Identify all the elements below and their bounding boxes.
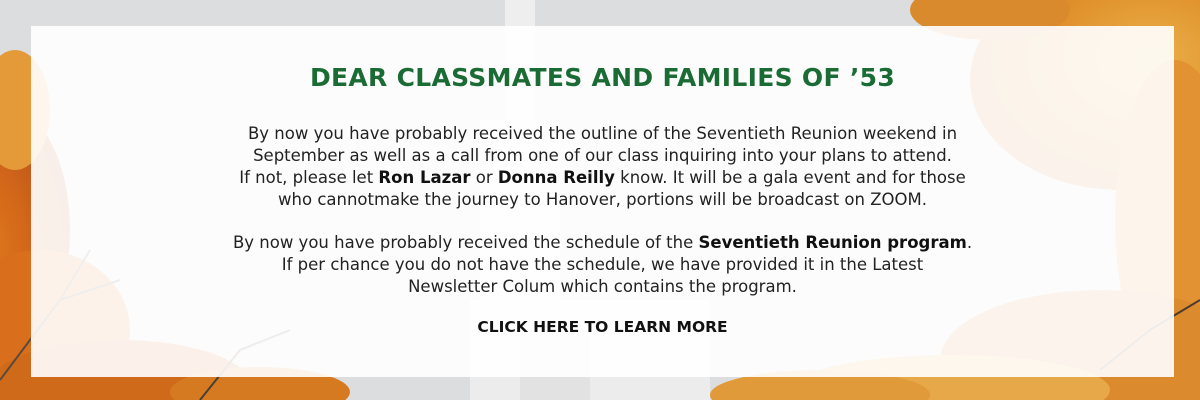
paragraph-line: September as well as a call from one of our class inquiring into your plans to attend. <box>253 146 952 165</box>
message-panel <box>31 26 1174 377</box>
schedule-paragraph <box>31 232 1174 298</box>
paragraph-text: If not, please let <box>239 168 379 187</box>
page-title: DEAR CLASSMATES AND FAMILIES OF ’53 <box>309 63 896 92</box>
paragraph-line: If per chance you do not have the schedule, we have provided it in the Latest <box>281 255 924 274</box>
paragraph-text: know. It will be a gala event and for those <box>614 168 966 187</box>
reunion-program-emphasis: Seventieth Reunion program <box>698 233 967 252</box>
paragraph-text: . <box>966 233 973 252</box>
paragraph-text: By now you have probably received the schedule of the <box>232 233 699 252</box>
paragraph-line: Newsletter Colum which contains the program. <box>408 277 797 296</box>
paragraph-line: By now you have probably received the outline of the Seventieth Reunion weekend in <box>247 124 958 143</box>
intro-paragraph <box>31 123 1174 211</box>
learn-more-link-row <box>31 318 1174 336</box>
paragraph-text: or <box>470 168 498 187</box>
paragraph-line: who cannotmake the journey to Hanover, portions will be broadcast on ZOOM. <box>278 190 927 209</box>
contact-name-donna-reilly: Donna Reilly <box>497 168 615 187</box>
learn-more-link[interactable]: CLICK HERE TO LEARN MORE <box>477 318 728 336</box>
contact-name-ron-lazar: Ron Lazar <box>378 168 471 187</box>
